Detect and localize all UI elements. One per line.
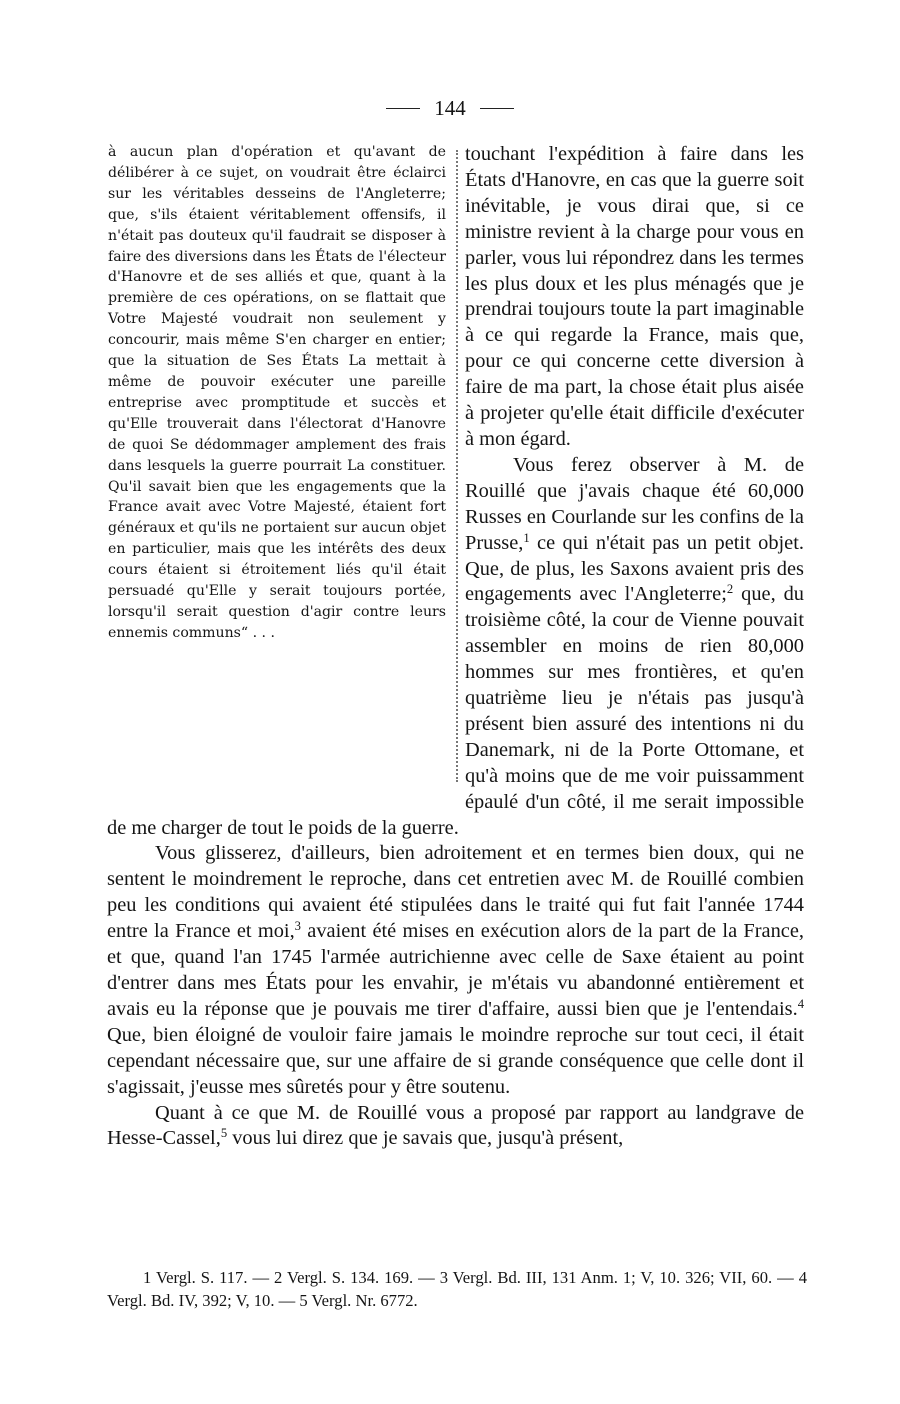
page-number: 144 [434,96,466,120]
paragraph-3-part-b: avaient été mises en exécution alors de la part de la France, et que, quand l'an 1745 l'armée autrichienne avec celle de Saxe étaient au point d'entrer dans mes États pour les envahir, je m'étais vu abandonné entièrement et avais eu la réponse que je pouvais me tirer d'affaire, aussi bien que je l'entendais. [107,920,804,1020]
footnote-ref-2: 2 [726,582,734,597]
footnotes [107,1266,807,1312]
paragraph-2-part-a: Vous ferez observer à M. de Rouillé que j'avais chaque été 60,000 Russes en Courlande sur les confins de la Prusse, [465,453,804,554]
header-rule-left [386,108,420,109]
paragraph-3 [107,841,804,1100]
paragraph-2-part-b: ce qui n'était pas un petit objet. Que, de plus, les Saxons avaient pris des engagements avec l'Angleterre; [465,531,804,606]
footnote-ref-4: 4 [797,996,804,1011]
paragraph-1: touchant l'expédition à faire dans les États d'Hanovre, en cas que la guerre soit inévitable, je vous dirai que, si ce ministre revient à la charge pour vous en parler, vous lui répondrez dans les termes les plus doux et les plus ménagés que je prendrai toujours toute la part imaginable à ce qui regarde la France, mais que, pour ce qui concerne cette diversion à faire de ma part, la chose était plus aisée à projeter qu'elle était difficile d'exécuter à mon égard. [465,143,804,450]
column-spacer [107,142,465,790]
main-text [107,142,804,1152]
page-header [0,96,900,121]
paragraph-3-part-a: Vous glisserez, d'ailleurs, bien adroitement et en termes bien doux, qui ne sentent le moindrement le reproche, dans cet entretien avec M. de Rouillé combien peu les conditions qui avaient été stipulées dans le traité qui fut fait l'année 1744 entre la France et moi, [107,842,804,943]
paragraph-4-part-a: Quant à ce que M. de Rouillé vous a proposé par rapport au landgrave de Hesse-Cassel, [107,1101,804,1150]
paragraph-4 [107,1101,804,1153]
paragraph-2-part-c: que, du troisième côté, la cour de Vienne pouvait assembler en moins de rien 80,000 hommes sur mes frontières, et qu'en quatrième lieu je n'étais pas jusqu'à présent bien assuré des intentions ni du Danemark, ni de la Porte Ottomane, et qu'à moins que de me voir puissamment épaulé d'un côté, il me serait impossible de me charger de tout le poids de la guerre. [107,583,805,839]
footnote-ref-3: 3 [294,919,301,934]
footnote-ref-5: 5 [220,1126,228,1141]
footnote-ref-1: 1 [523,530,530,545]
paragraph-4-part-b: vous lui direz que je savais que, jusqu'à présent, [227,1127,624,1150]
header-rule-right [480,108,514,109]
quoted-report-text: à aucun plan d'opération et qu'avant de délibérer à ce sujet, on voudrait être éclairci sur les véritables desseins de l'Angleterre; que, s'ils étaient véritablement offensifs, il n'était pas douteux qu'il faudrait se disposer à faire des diversions dans les États de l'électeur d'Hanovre et de ses alliés et que, quant à la première de ces opérations, on se flattait que Votre Majesté voudrait non seulement y concourir, mais même S'en charger en entier; que la situation de Ses États La mettait à même de pouvoir exécuter une pareille entreprise avec promptitude et succès et qu'Elle trouverait dans l'électorat d'Hanovre de quoi Se dédommager amplement des frais dans lesquels la guerre pourrait La constituer. Qu'il savait bien que les engagements que la France avait avec Votre Majesté, étaient fort généraux et qu'ils ne portaient sur aucun objet en particulier, mais que les intérêts des deux cours étaient si étroitement liés qu'il était persuadé qu'Elle y serait toujours portée, lorsqu'il serait question d'agir contre leurs ennemis communs“ . . . [108,144,446,641]
paragraph-3-part-c: Que, bien éloigné de vouloir faire jamais le moindre reproche sur tout ceci, il était cependant nécessaire que, sur une affaire de si grande conséquence que celle dont il s'agissait, j'eusse mes sûretés pour y être soutenu. [107,1023,804,1098]
footnotes-text: 1 Vergl. S. 117. — 2 Vergl. S. 134. 169. — 3 Vergl. Bd. III, 131 Anm. 1; V, 10. 326; VII, 60. — 4 Vergl. Bd. IV, 392; V, 10. — 5 Vergl. Nr. 6772. [107,1268,807,1310]
